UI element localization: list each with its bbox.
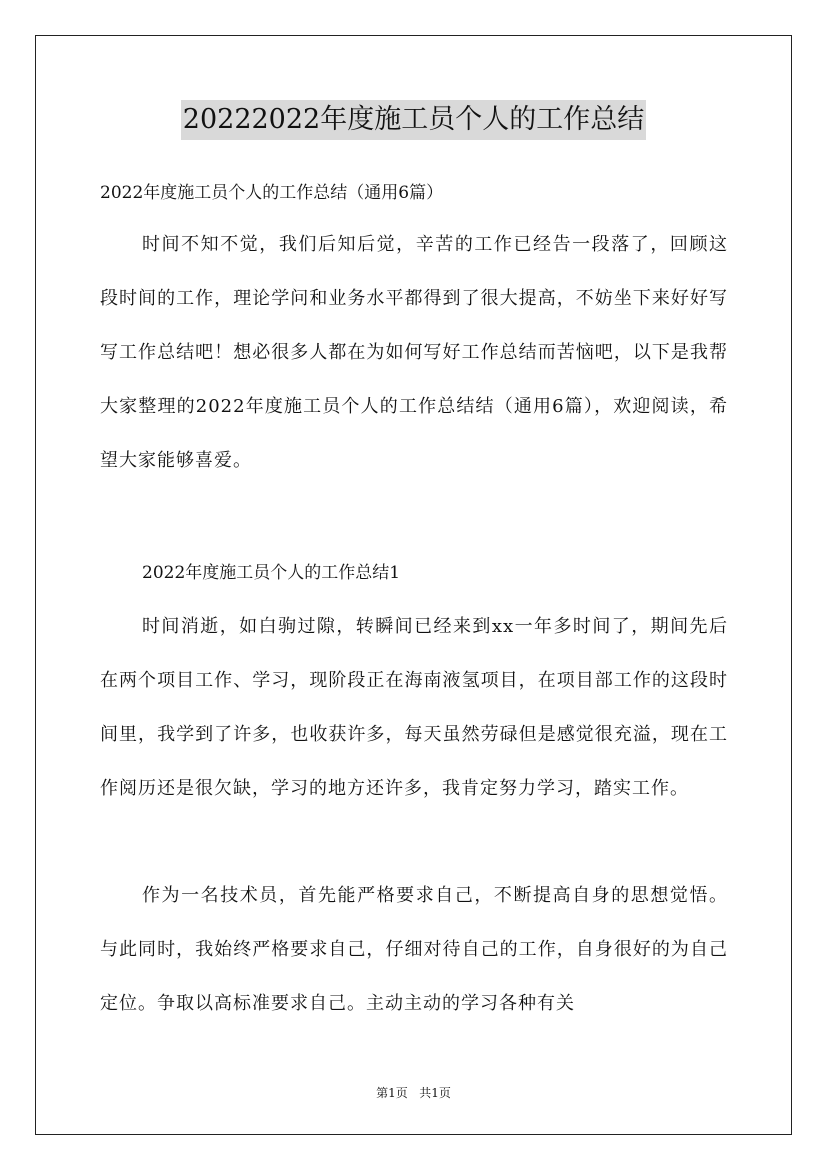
document-title: 20222022年度施工员个人的工作总结 [181,100,646,140]
title-container [0,100,827,140]
body-paragraph-1: 时间消逝，如白驹过隙，转瞬间已经来到xx一年多时间了，期间先后在两个项目工作、学习，现阶段正在海南液氢项目，在项目部工作的这段时间里，我学到了许多，也收获许多，每天虽然劳碌但是感觉很充溢，现在工作阅历还是很欠缺，学习的地方还许多，我肯定努力学习，踏实工作。 [100,616,728,799]
body-paragraph-2: 作为一名技术员，首先能严格要求自己，不断提高自身的思想觉悟。与此同时，我始终严格要求自己，仔细对待自己的工作，自身很好的为自己定位。争取以高标准要求自己。主动主动的学习各种有关 [100,885,728,1014]
page-footer [0,1084,827,1101]
section-heading: 2022年度施工员个人的工作总结1 [142,563,401,583]
document-subtitle: 2022年度施工员个人的工作总结（通用6篇） [100,183,444,203]
page-total: 共1页 [419,1086,451,1100]
intro-paragraph: 时间不知不觉，我们后知后觉，辛苦的工作已经告一段落了，回顾这段时间的工作，理论学问和业务水平都得到了很大提高，不妨坐下来好好写写工作总结吧！想必很多人都在为如何写好工作总结而苦恼吧，以下是我帮大家整理的2022年度施工员个人的工作总结结（通用6篇），欢迎阅读，希望大家能够喜爱。 [100,234,728,471]
page-number: 第1页 [376,1086,408,1100]
